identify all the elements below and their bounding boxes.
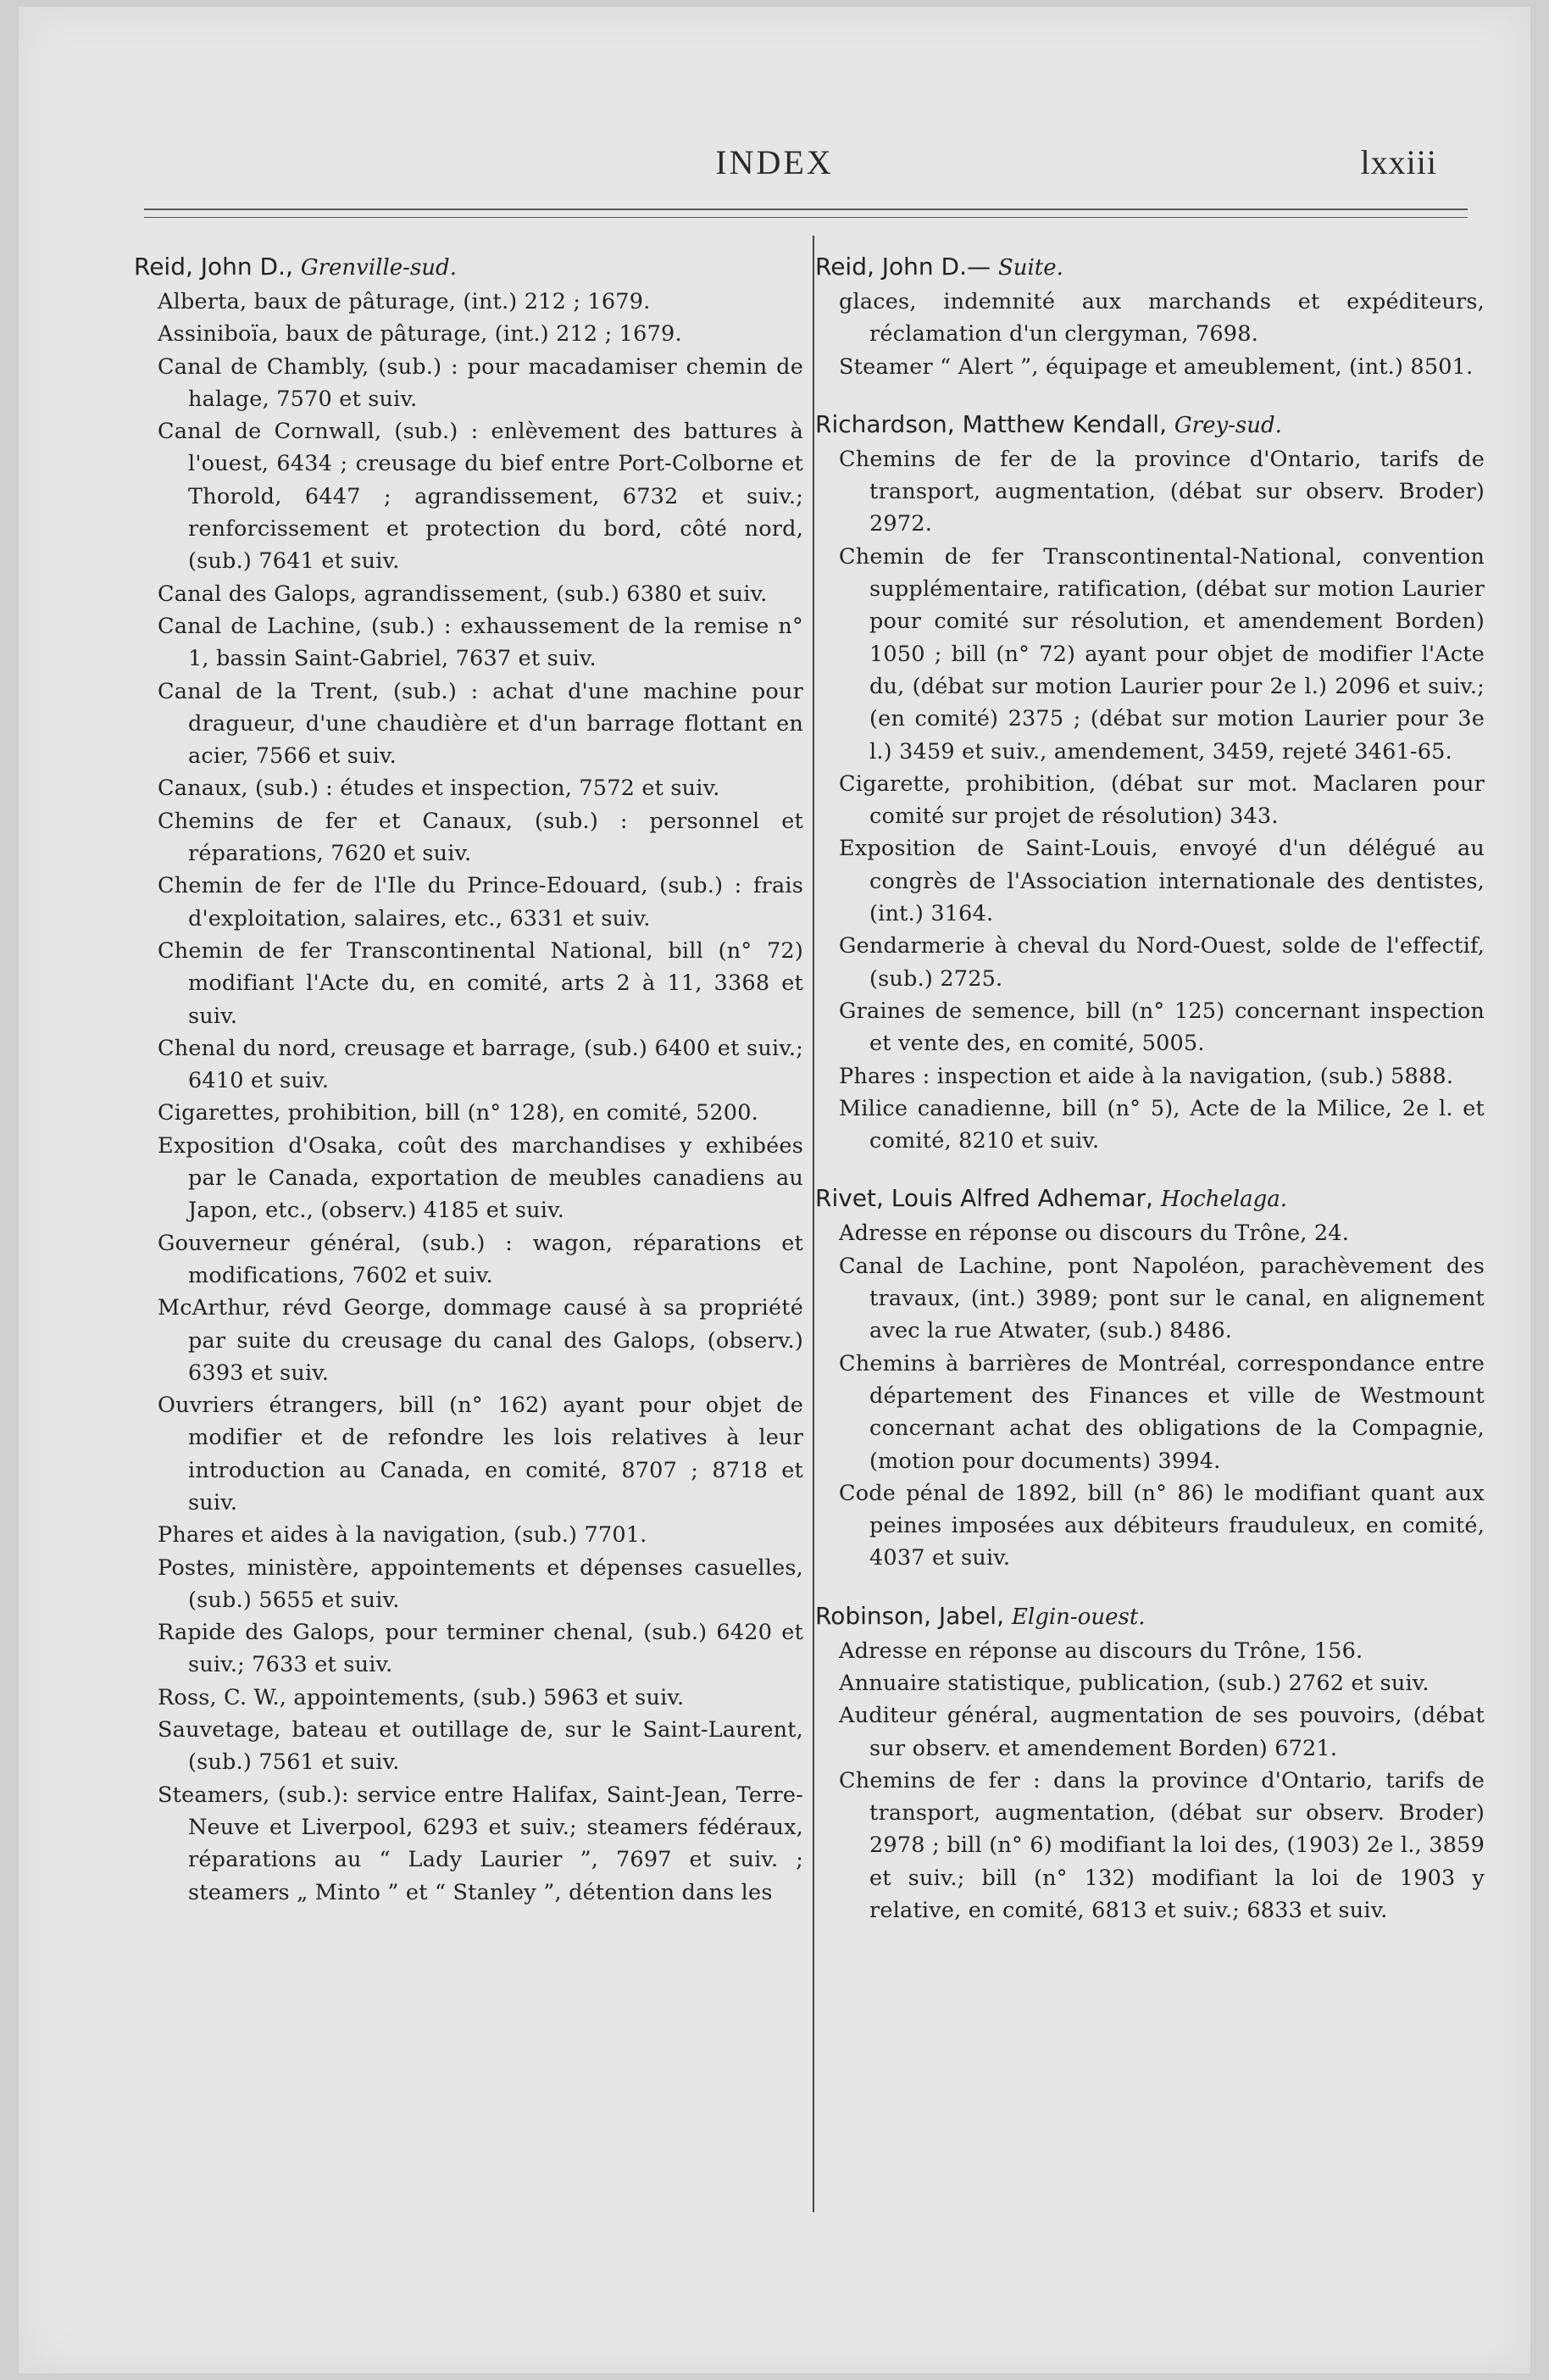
header-rule-thick xyxy=(144,209,1468,210)
index-entry: Ross, C. W., appointements, (sub.) 5963 et suiv. xyxy=(158,1684,685,1710)
member-heading xyxy=(815,251,1485,284)
index-entry: glaces, indemnité aux marchands et expéditeurs, réclamation d'un clergyman, 7698. xyxy=(839,289,1485,348)
header-rule-thin xyxy=(144,217,1468,218)
index-entry: Chemin de fer Transcontinental-National, convention supplémentaire, ratification, (débat sur motion Laurier pour comité sur résolution, et amendement Borden) 1050 ; bill (n° 72) ayant pour objet de modifier l'Acte du, (débat sur motion Laurier pour 2e l.) 2096 et suiv.; (en comité) 2375 ; (débat sur motion Laurier pour 3e l.) 3459 et suiv., amendement, 3459, rejeté 3461-65. xyxy=(839,543,1485,765)
member-riding: Grey-sud. xyxy=(1174,412,1282,438)
member-heading xyxy=(815,1600,1485,1633)
index-entry: Chemins de fer : dans la province d'Ontario, tarifs de transport, augmentation, (débat sur observ. Broder) 2978 ; bill (n° 6) modifiant la loi des, (1903) 2e l., 3859 et suiv.; bill (n° 132) modifiant la loi de 1903 y relative, en comité, 6813 et suiv.; 6833 et suiv. xyxy=(839,1767,1485,1924)
index-entry: Alberta, baux de pâturage, (int.) 212 ; 1679. xyxy=(158,289,651,314)
index-entry: Auditeur général, augmentation de ses pouvoirs, (débat sur observ. et amendement Borden) 6721. xyxy=(839,1703,1485,1761)
index-entry: Chemins de fer et Canaux, (sub.) : personnel et réparations, 7620 et suiv. xyxy=(158,808,803,867)
index-entry: Chemins de fer de la province d'Ontario, tarifs de transport, augmentation, (débat sur observ. Broder) 2972. xyxy=(839,446,1485,537)
member-block xyxy=(815,1600,1485,1927)
member-name: Robinson, Jabel, xyxy=(815,1601,1004,1630)
index-entry: Canal de Lachine, pont Napoléon, parachèvement des travaux, (int.) 3989; pont sur le canal, en alignement avec la rue Atwater, (sub.) 8486. xyxy=(839,1253,1485,1344)
member-riding: Grenville-sud. xyxy=(300,255,457,281)
member-name: Reid, John D., xyxy=(134,253,293,281)
index-entry: Graines de semence, bill (n° 125) concernant inspection et vente des, en comité, 5005. xyxy=(839,998,1485,1057)
member-heading xyxy=(815,409,1485,442)
member-name: Reid, John D.— xyxy=(815,253,991,281)
index-entry: Assiniboïa, baux de pâturage, (int.) 212 ; 1679. xyxy=(158,321,682,348)
index-entry: Code pénal de 1892, bill (n° 86) le modifiant quant aux peines imposées aux débiteurs frauduleux, en comité, 4037 et suiv. xyxy=(839,1480,1485,1571)
index-entry: Steamers, (sub.): service entre Halifax, Saint-Jean, Terre-Neuve et Liverpool, 6293 et suiv.; steamers fédéraux, réparations au “ Lady Laurier ”, 7697 et suiv. ; steamers „ Minto ” et “ Stanley ”, détention dans les xyxy=(158,1782,803,1905)
member-name: Rivet, Louis Alfred Adhemar, xyxy=(815,1184,1153,1213)
index-entry: Canal de Chambly, (sub.) : pour macadamiser chemin de halage, 7570 et suiv. xyxy=(158,353,803,412)
index-entry: Exposition d'Osaka, coût des marchandises y exhibées par le Canada, exportation de meubles canadiens au Japon, etc., (observ.) 4185 et suiv. xyxy=(158,1132,803,1224)
index-entry: Sauvetage, bateau et outillage de, sur le Saint-Laurent, (sub.) 7561 et suiv. xyxy=(158,1717,803,1776)
index-page xyxy=(19,7,1530,2373)
index-entry: Canal de Lachine, (sub.) : exhaussement de la remise n° 1, bassin Saint-Gabriel, 7637 et suiv. xyxy=(158,613,803,672)
index-entry: Chemins à barrières de Montréal, correspondance entre département des Finances et ville de Westmount concernant achat des obligations de la Compagnie, (motion pour documents) 3994. xyxy=(839,1350,1485,1474)
member-block xyxy=(815,1182,1485,1574)
index-entry: Steamer “ Alert ”, équipage et ameublement, (int.) 8501. xyxy=(839,353,1474,380)
index-entry: Gouverneur général, (sub.) : wagon, réparations et modifications, 7602 et suiv. xyxy=(158,1230,803,1288)
member-block xyxy=(815,251,1485,383)
left-column xyxy=(134,251,803,1934)
index-entry: McArthur, révd George, dommage causé à sa propriété par suite du creusage du canal des Galops, (observ.) 6393 et suiv. xyxy=(158,1295,803,1386)
index-entry: Gendarmerie à cheval du Nord-Ouest, solde de l'effectif, (sub.) 2725. xyxy=(839,933,1485,992)
member-name: Richardson, Matthew Kendall, xyxy=(815,409,1167,438)
index-entry: Phares et aides à la navigation, (sub.) 7701. xyxy=(158,1522,647,1549)
index-entry: Adresse en réponse au discours du Trône, 156. xyxy=(839,1638,1363,1664)
index-entry: Canal de la Trent, (sub.) : achat d'une machine pour dragueur, d'une chaudière et d'un barrage flottant en acier, 7566 et suiv. xyxy=(158,678,803,770)
index-entry: Postes, ministère, appointements et dépenses casuelles, (sub.) 5655 et suiv. xyxy=(158,1554,803,1613)
index-entry: Annuaire statistique, publication, (sub.) 2762 et suiv. xyxy=(839,1670,1430,1696)
page-number: lxxiii xyxy=(1360,143,1437,181)
member-heading xyxy=(815,1182,1485,1215)
member-block xyxy=(815,409,1485,1158)
index-entry: Chenal du nord, creusage et barrage, (sub.) 6400 et suiv.; 6410 et suiv. xyxy=(158,1035,803,1094)
index-entry: Chemin de fer de l'Ile du Prince-Edouard, (sub.) : frais d'exploitation, salaires, etc., 6331 et suiv. xyxy=(158,873,803,931)
page-title: INDEX xyxy=(715,143,834,181)
member-riding: Suite. xyxy=(997,255,1063,281)
member-riding: Elgin-ouest. xyxy=(1011,1604,1146,1630)
index-entry: Cigarettes, prohibition, bill (n° 128), en comité, 5200. xyxy=(158,1100,758,1126)
column-divider xyxy=(813,236,814,2212)
index-entry: Exposition de Saint-Louis, envoyé d'un délégué au congrès de l'Association internationale des dentistes, (int.) 3164. xyxy=(839,836,1485,927)
index-entry: Chemin de fer Transcontinental National, bill (n° 72) modifiant l'Acte du, en comité, arts 2 à 11, 3368 et suiv. xyxy=(158,937,803,1029)
index-entry: Canaux, (sub.) : études et inspection, 7572 et suiv. xyxy=(158,776,720,802)
member-heading xyxy=(134,251,803,284)
right-column xyxy=(815,251,1485,1952)
index-entry: Canal des Galops, agrandissement, (sub.) 6380 et suiv. xyxy=(158,581,768,607)
index-entry: Canal de Cornwall, (sub.) : enlèvement des battures à l'ouest, 6434 ; creusage du bief entre Port-Colborne et Thorold, 6447 ; agrandissement, 6732 et suiv.; renforcissement et protection du bord, côté nord, (sub.) 7641 et suiv. xyxy=(158,419,803,575)
index-entry: Ouvriers étrangers, bill (n° 162) ayant pour objet de modifier et de refondre les lois relatives à leur introduction au Canada, en comité, 8707 ; 8718 et suiv. xyxy=(158,1393,803,1515)
index-entry: Adresse en réponse ou discours du Trône, 24. xyxy=(839,1221,1350,1247)
index-entry: Phares : inspection et aide à la navigation, (sub.) 5888. xyxy=(839,1063,1454,1089)
member-riding: Hochelaga. xyxy=(1160,1187,1288,1213)
member-block xyxy=(134,251,803,1909)
index-entry: Cigarette, prohibition, (débat sur mot. Maclaren pour comité sur projet de résolution) 343. xyxy=(839,770,1485,830)
index-entry: Milice canadienne, bill (n° 5), Acte de la Milice, 2e l. et comité, 8210 et suiv. xyxy=(839,1095,1485,1154)
index-entry: Rapide des Galops, pour terminer chenal, (sub.) 6420 et suiv.; 7633 et suiv. xyxy=(158,1620,803,1678)
